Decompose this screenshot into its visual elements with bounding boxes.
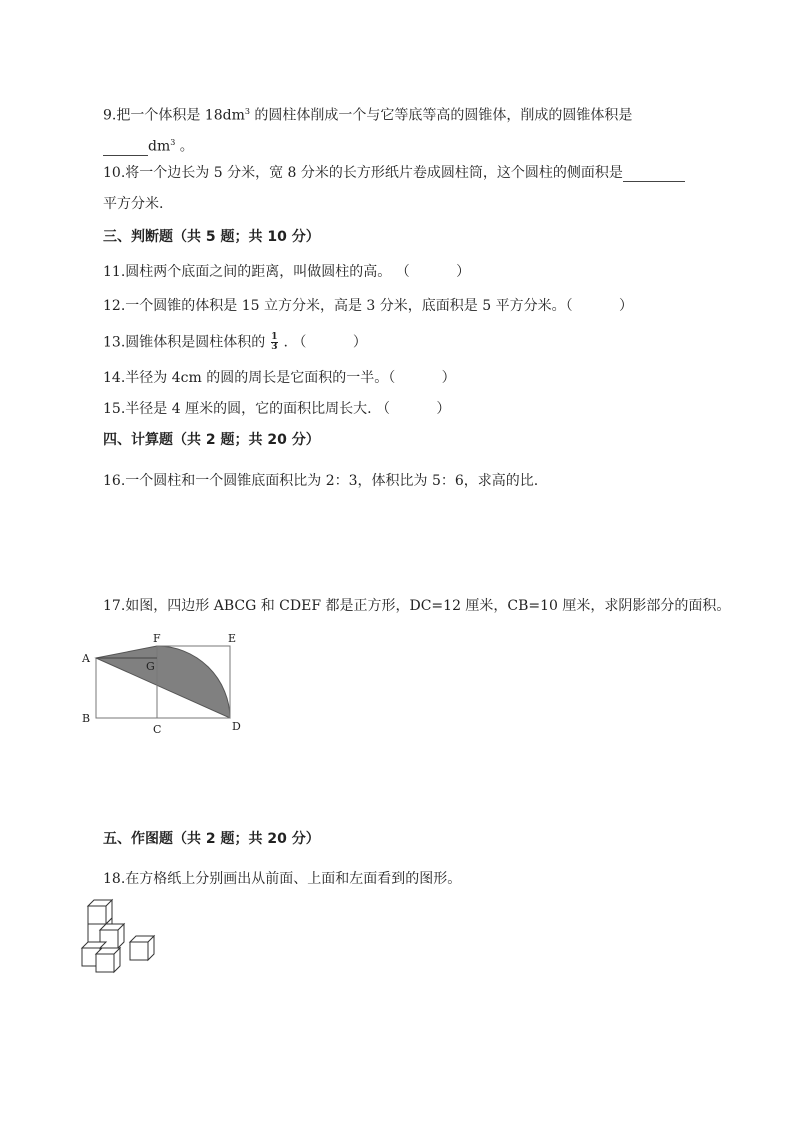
question-16: 16.一个圆柱和一个圆锥底面积比为 2：3，体积比为 5：6，求高的比. xyxy=(103,473,539,489)
question-10 xyxy=(103,164,685,182)
cube xyxy=(96,948,120,972)
question-17: 17.如图，四边形 ABCG 和 CDEF 都是正方形，DC=12 厘米，CB=10 厘米，求阴影部分的面积。 xyxy=(103,598,731,614)
frac-num: 1 xyxy=(271,332,278,342)
cube xyxy=(130,936,154,960)
q9-text: 9.把一个体积是 18dm xyxy=(103,107,245,124)
question-15: 15.半径是 4 厘米的圆，它的面积比周长大. （ ） xyxy=(103,401,451,417)
q9-unit-sup: 3 xyxy=(170,138,176,147)
label-a: A xyxy=(82,652,90,665)
q9-sup: 3 xyxy=(244,107,250,116)
label-e: E xyxy=(228,632,237,645)
shaded-region xyxy=(96,646,230,718)
question-9-line2 xyxy=(103,134,194,156)
question-13 xyxy=(103,333,367,352)
q13-rest: . （ ） xyxy=(283,334,367,351)
q9-rest: 的圆柱体削成一个与它等底等高的圆锥体，削成的圆锥体积是 xyxy=(249,107,633,124)
cube-stack-figure xyxy=(76,898,156,978)
section-3-heading: 三、判断题（共 5 题；共 10 分） xyxy=(103,229,320,245)
square-shaded-area-figure xyxy=(70,620,270,740)
answer-blank[interactable] xyxy=(623,167,685,182)
section-5-heading: 五、作图题（共 2 题；共 20 分） xyxy=(103,831,320,847)
question-14: 14.半径为 4cm 的圆的周长是它面积的一半。（ ） xyxy=(103,370,456,386)
q9-end: 。 xyxy=(175,138,194,155)
question-11: 11.圆柱两个底面之间的距离，叫做圆柱的高。 （ ） xyxy=(103,264,471,280)
label-b: B xyxy=(82,712,91,725)
label-g: G xyxy=(146,660,155,673)
q10-text: 10.将一个边长为 5 分米，宽 8 分米的长方形纸片卷成圆柱筒，这个圆柱的侧面积是 xyxy=(103,165,623,181)
question-12: 12.一个圆锥的体积是 15 立方分米，高是 3 分米，底面积是 5 平方分米。（ ） xyxy=(103,298,634,314)
q9-unit: dm xyxy=(148,138,171,155)
answer-blank[interactable] xyxy=(103,141,148,156)
cube xyxy=(88,900,112,924)
question-10-line2: 平方分米. xyxy=(103,196,164,212)
frac-den: 3 xyxy=(271,342,278,352)
question-18: 18.在方格纸上分别画出从前面、上面和左面看到的图形。 xyxy=(103,871,462,887)
label-f: F xyxy=(153,632,161,645)
label-d: D xyxy=(232,720,241,733)
section-4-heading: 四、计算题（共 2 题；共 20 分） xyxy=(103,432,320,448)
fraction-one-third xyxy=(271,333,277,352)
q13-text: 13.圆锥体积是圆柱体积的 xyxy=(103,334,266,351)
label-c: C xyxy=(153,723,162,736)
question-9 xyxy=(103,103,632,125)
